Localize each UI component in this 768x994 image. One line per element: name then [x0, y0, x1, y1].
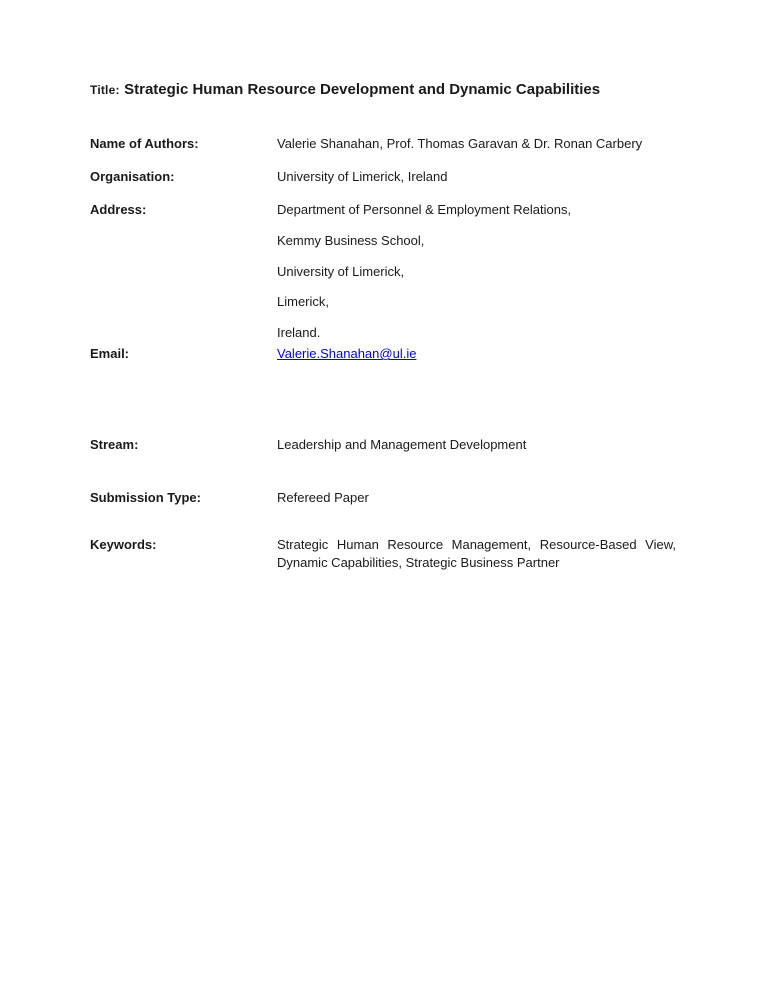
- authors-row: [90, 135, 676, 154]
- address-line: Kemmy Business School,: [277, 232, 425, 248]
- title-label: Title:: [90, 83, 120, 97]
- address-row: [90, 201, 676, 343]
- stream-value: Leadership and Management Development: [277, 436, 527, 452]
- submission-type-label: Submission Type:: [90, 489, 201, 505]
- authors-label: Name of Authors:: [90, 136, 199, 152]
- authors-value: Valerie Shanahan, Prof. Thomas Garavan & Dr. Ronan Carbery: [277, 136, 643, 152]
- email-label: Email:: [90, 346, 130, 362]
- keywords-row: [90, 536, 676, 574]
- paper-title: Strategic Human Resource Development and Dynamic Capabilities: [124, 81, 601, 98]
- stream-label: Stream:: [90, 436, 139, 452]
- stream-row: [90, 436, 676, 455]
- address-line: Limerick,: [277, 294, 330, 310]
- address-line: Department of Personnel & Employment Relations,: [277, 201, 572, 217]
- organisation-row: [90, 168, 676, 187]
- organisation-label: Organisation:: [90, 169, 175, 185]
- keywords-value: Strategic Human Resource Management, Resource-Based View, Dynamic Capabilities, Strategic Business Partner: [277, 536, 676, 571]
- address-value: [277, 201, 676, 343]
- paper-title-block: [90, 78, 676, 101]
- address-label: Address:: [90, 201, 147, 217]
- keywords-label: Keywords:: [90, 536, 157, 552]
- email-value: [277, 345, 676, 364]
- address-line: Ireland.: [277, 325, 321, 341]
- email-row: [90, 345, 676, 364]
- submission-type-row: [90, 489, 676, 508]
- email-link[interactable]: Valerie.Shanahan@ul.ie: [277, 346, 417, 362]
- submission-type-value: Refereed Paper: [277, 489, 369, 505]
- organisation-value: University of Limerick, Ireland: [277, 169, 448, 185]
- address-line: University of Limerick,: [277, 263, 405, 279]
